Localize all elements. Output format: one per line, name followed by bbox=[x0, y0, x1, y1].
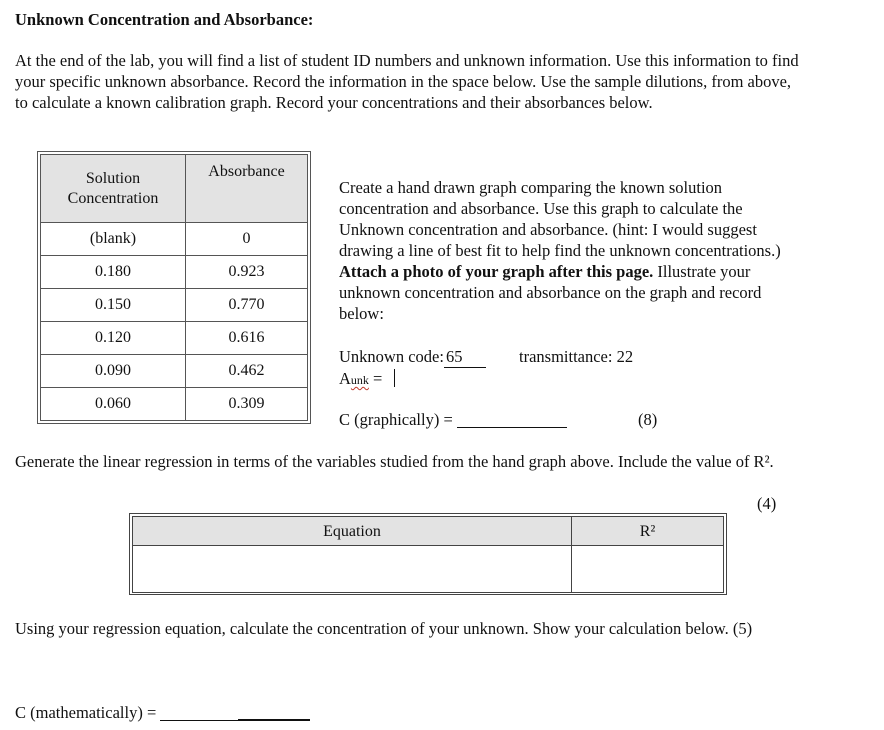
header-equation: Equation bbox=[133, 517, 572, 546]
concentration-cell: 0.180 bbox=[41, 256, 186, 289]
table-header-row bbox=[41, 155, 308, 223]
graph-instructions-after: Illustrate your unknown concentration and absorbance on the graph and record below: bbox=[339, 262, 762, 323]
table-row bbox=[41, 388, 308, 421]
intro-paragraph: At the end of the lab, you will find a list of student ID numbers and unknown information. Use this information to find your specific unknown absorbance. Record the information in the space below. Use the sample dilutions, from above, to calculate a known calibration graph. Record your concentrations and their absorbances below. bbox=[15, 51, 799, 112]
header-r-squared: R² bbox=[572, 517, 724, 546]
regression-answer-row bbox=[133, 546, 724, 593]
c-mathematically-label: C (mathematically) = bbox=[15, 703, 161, 722]
concentration-cell: 0.090 bbox=[41, 355, 186, 388]
concentration-cell: (blank) bbox=[41, 223, 186, 256]
calibration-table bbox=[40, 154, 308, 421]
table-row bbox=[41, 355, 308, 388]
c-mathematically-blank[interactable] bbox=[160, 702, 310, 721]
concentration-cell: 0.150 bbox=[41, 289, 186, 322]
header-absorbance: Absorbance bbox=[186, 155, 308, 223]
regression-instruction: Generate the linear regression in terms of the variables studied from the hand graph above. Include the value of R². bbox=[15, 452, 774, 471]
unknown-code-value[interactable]: 65 bbox=[444, 346, 486, 368]
regression-points: (4) bbox=[757, 494, 777, 513]
table-row bbox=[41, 322, 308, 355]
r-squared-answer-cell[interactable] bbox=[572, 546, 724, 593]
c-graphically-blank[interactable] bbox=[457, 409, 567, 428]
concentration-cell: 0.120 bbox=[41, 322, 186, 355]
header-solution-concentration: Solution Concentration bbox=[41, 155, 186, 223]
c-graphically-points: (8) bbox=[638, 410, 658, 429]
absorbance-cell: 0.309 bbox=[186, 388, 308, 421]
a-unk-label: A bbox=[339, 369, 351, 388]
regression-table bbox=[129, 513, 727, 595]
table-row bbox=[41, 256, 308, 289]
graph-instructions bbox=[339, 177, 799, 324]
unknown-code-line bbox=[339, 346, 486, 368]
unknown-code-label: Unknown code: bbox=[339, 347, 444, 366]
table-row bbox=[41, 223, 308, 256]
section-heading: Unknown Concentration and Absorbance: bbox=[15, 10, 314, 29]
a-unk-subscript: unk bbox=[350, 373, 369, 387]
concentration-cell: 0.060 bbox=[41, 388, 186, 421]
absorbance-cell: 0.770 bbox=[186, 289, 308, 322]
graph-instructions-bold: Attach a photo of your graph after this page. bbox=[339, 262, 654, 281]
a-unk-line bbox=[339, 368, 395, 391]
equation-answer-cell[interactable] bbox=[133, 546, 572, 593]
c-graphically-line bbox=[339, 409, 567, 430]
text-cursor[interactable] bbox=[394, 369, 395, 387]
c-mathematically-line bbox=[15, 702, 310, 723]
calculation-instruction: Using your regression equation, calculate the concentration of your unknown. Show your calculation below. (5) bbox=[15, 619, 753, 638]
a-unk-equals: = bbox=[368, 369, 387, 388]
c-graphically-label: C (graphically) = bbox=[339, 410, 457, 429]
absorbance-cell: 0.923 bbox=[186, 256, 308, 289]
absorbance-cell: 0.616 bbox=[186, 322, 308, 355]
absorbance-cell: 0.462 bbox=[186, 355, 308, 388]
graph-instructions-text: Create a hand drawn graph comparing the known solution concentration and absorbance. Use this graph to calculate the Unknown concentration and absorbance. (hint: I would suggest drawing a line of best fit to help find the unknown concentrations.) bbox=[339, 178, 781, 260]
absorbance-cell: 0 bbox=[186, 223, 308, 256]
transmittance-label: transmittance: 22 bbox=[519, 347, 634, 366]
regression-header-row bbox=[133, 517, 724, 546]
table-row bbox=[41, 289, 308, 322]
